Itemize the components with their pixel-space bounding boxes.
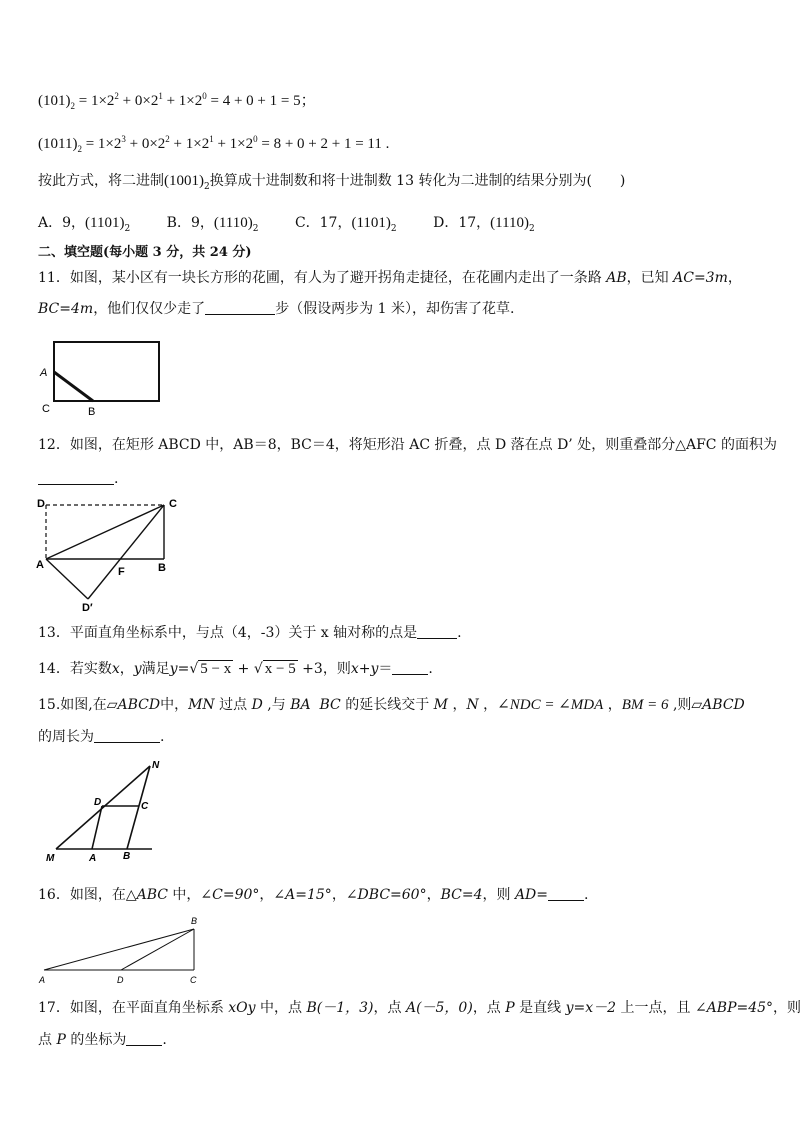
label-b: B [158, 562, 166, 574]
question-12-line-1: 12．如图，在矩形 ABCD 中，AB＝8，BC＝4，将矩形沿 AC 折叠，点 D 落在点 D’ 处，则重叠部分△AFC 的面积为 [38, 437, 777, 453]
label-f: F [118, 566, 125, 578]
question-11-line-2: BC=4m，他们仅仅少走了 步（假设两步为 1 米），却伤害了花草. [38, 301, 515, 317]
section-title: 二、填空题(每小题 3 分，共 24 分) [38, 245, 252, 260]
label-b: B [191, 916, 198, 926]
question-12-line-2: . [38, 469, 118, 489]
garden-rectangle [54, 342, 159, 401]
label-d-prime: D′ [82, 602, 93, 614]
question-15-line-1: 15.如图,在▱ABCD中，MN 过点 D ,与 BA BC 的延长线交于 M ，N ，∠NDC = ∠MDA ，BM = 6 ,则▱ABCD [38, 697, 745, 713]
answer-blank-17[interactable] [126, 1031, 162, 1046]
label-c: C [42, 403, 50, 415]
question-13: 13．平面直角坐标系中，与点（4，-3）关于 x 轴对称的点是 . [38, 625, 462, 641]
question-15-line-2: 的周长为 . [38, 729, 165, 745]
label-a: A [39, 975, 46, 985]
label-m: M [46, 853, 55, 864]
label-c: C [169, 498, 177, 510]
figure-12-fold [36, 495, 186, 615]
question-11-line-1: 11．如图，某小区有一块长方形的花圃，有人为了避开拐角走捷径，在花圃内走出了一条路 AB，已知 AC=3m， [38, 270, 742, 286]
label-d: D [117, 975, 124, 985]
option-b[interactable]: B．9，$(1110)_2$ [166, 215, 259, 234]
label-n: N [152, 760, 160, 771]
question-10-stem: 按此方式，将二进制$(1001)_2$换算成十进制数和将十进制数 13 转化为二进制的结果分别为( ) [38, 173, 626, 192]
label-b: B [123, 851, 131, 862]
answer-blank-13[interactable] [417, 624, 457, 639]
option-d[interactable]: D．17，$(1110)_2$ [433, 215, 535, 234]
question-17-line-1: 17．如图，在平面直角坐标系 xOy 中，点 B(－1，3)，点 A(－5，0)，点 P 是直线 y=x－2 上一点，且 ∠ABP=45°，则 [38, 1000, 801, 1016]
answer-blank-15[interactable] [94, 728, 160, 743]
figure-16-triangle [36, 912, 211, 987]
option-c[interactable]: C．17，$(1101)_2$ [294, 215, 397, 234]
question-17-line-2: 点 P 的坐标为 . [38, 1032, 167, 1048]
figure-15-parallelogram [40, 756, 170, 868]
answer-blank-12[interactable] [38, 470, 114, 485]
figure-11-garden [36, 336, 166, 418]
option-a[interactable]: A．9，$(1101)_2$ [38, 215, 131, 234]
diagonal-ac [46, 505, 164, 559]
question-14: 14．若实数x，y满足y=√ 5 − x + √ x − 5 +3，则x+y＝ . [38, 661, 433, 677]
label-b: B [88, 406, 96, 418]
answer-blank-16[interactable] [548, 886, 584, 901]
label-c: C [190, 975, 197, 985]
answer-blank-14[interactable] [392, 660, 428, 675]
label-d: D [37, 498, 45, 510]
label-a: A [89, 853, 97, 864]
label-d: D [94, 797, 102, 808]
binary-example-1: $(101)_2 = 1\times 2^2 + 0\times 2^1 + 1\times 2^0 = 4 + 0 + 1 = 5$； [38, 91, 316, 111]
question-16: 16．如图，在△ABC 中，∠C=90°，∠A=15°，∠DBC=60°，BC=4，则 AD= . [38, 887, 589, 903]
label-a: A [40, 367, 48, 379]
answer-blank-11[interactable] [205, 300, 275, 315]
binary-example-2: $(1011)_2 = 1\times 2^3 + 0\times 2^2 + 1\times 2^1 + 1\times 2^0 = 8 + 0 + 2 + 1 = 11$ . [38, 134, 390, 154]
path-ab [54, 372, 93, 401]
question-10-options [38, 213, 567, 239]
label-c: C [141, 801, 149, 812]
label-a: A [36, 559, 44, 571]
